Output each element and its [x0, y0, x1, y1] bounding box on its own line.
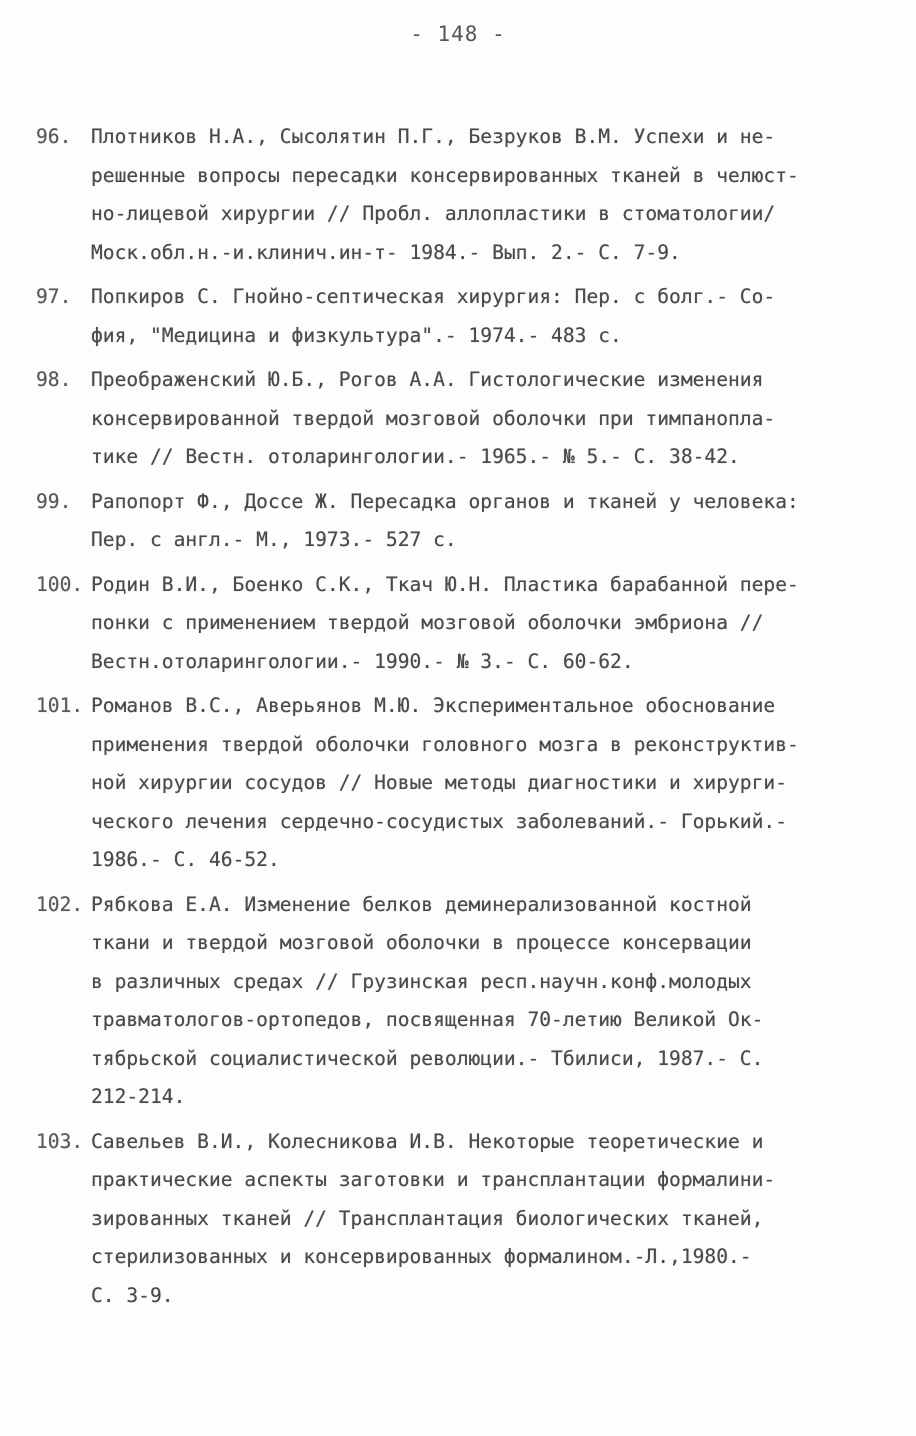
- reference-number: 103.: [36, 1129, 84, 1153]
- reference-text-line: Моск.обл.н.-и.клинич.ин-т- 1984.- Вып. 2.- С. 7-9.: [91, 240, 681, 264]
- reference-text-line: 1986.- С. 46-52.: [91, 848, 280, 871]
- reference-entry: [36, 361, 882, 477]
- reference-text-line: ческого лечения сердечно-сосудистых заболеваний.- Горький.-: [91, 809, 787, 833]
- reference-text-line: понки с применением твердой мозговой оболочки эмбриона //: [91, 611, 764, 634]
- reference-text-line: Плотников Н.А., Сысолятин П.Г., Безруков В.М. Успехи и не-: [91, 125, 776, 148]
- reference-text-line: решенные вопросы пересадки консервированных тканей в челюст-: [91, 163, 799, 187]
- reference-text-line: тябрьской социалистической революции.- Тбилиси, 1987.- С.: [91, 1046, 764, 1070]
- reference-entry: [36, 483, 882, 560]
- reference-entry: [36, 1123, 882, 1316]
- reference-entry: [36, 886, 882, 1117]
- reference-text-line: в различных средах // Грузинская респ.научн.конф.молодых: [91, 969, 752, 993]
- reference-list: [36, 118, 882, 1321]
- page-number: - 148 -: [410, 22, 506, 46]
- reference-text-line: стерилизованных и консервированных формалином.-Л.,1980.-: [91, 1245, 752, 1268]
- reference-text-line: Рапопорт Ф., Доссе Ж. Пересадка органов и тканей у человека:: [91, 489, 799, 513]
- reference-text-line: Попкиров С. Гнойно-септическая хирургия: Пер. с болг.- Со-: [91, 285, 776, 308]
- reference-text-line: зированных тканей // Трансплантация биологических тканей,: [91, 1206, 764, 1230]
- reference-entry: [36, 687, 882, 880]
- reference-text-line: травматологов-ортопедов, посвященная 70-летию Великой Ок-: [91, 1008, 764, 1031]
- reference-text-line: но-лицевой хирургии // Пробл. аллопластики в стоматологии/: [91, 202, 776, 225]
- reference-number: 101.: [36, 694, 84, 717]
- reference-text-line: консервированной твердой мозговой оболочки при тимпанопла-: [91, 406, 776, 430]
- reference-text-line: ткани и твердой мозговой оболочки в процессе консервации: [91, 931, 752, 954]
- reference-number: 102.: [36, 892, 84, 916]
- reference-text-line: С. 3-9.: [91, 1283, 174, 1307]
- reference-text-line: Родин В.И., Боенко С.К., Ткач Ю.Н. Пластика барабанной пере-: [91, 572, 799, 596]
- reference-text-line: применения твердой оболочки головного мозга в реконструктив-: [91, 732, 799, 756]
- reference-entry: [36, 118, 882, 272]
- reference-text-line: Савельев В.И., Колесникова И.В. Некоторые теоретические и: [91, 1129, 764, 1153]
- reference-number: 97.: [36, 285, 72, 308]
- reference-text-line: Вестн.отоларингологии.- 1990.- № 3.- С. 60-62.: [91, 649, 634, 673]
- reference-number: 98.: [36, 368, 72, 391]
- reference-text-line: Рябкова Е.А. Изменение белков деминерализованной костной: [91, 892, 752, 916]
- reference-text-line: ной хирургии сосудов // Новые методы диагностики и хирурги-: [91, 771, 787, 794]
- reference-number: 99.: [36, 489, 72, 513]
- reference-number: 96.: [36, 125, 72, 148]
- reference-text-line: Пер. с англ.- М., 1973.- 527 с.: [91, 528, 457, 551]
- reference-text-line: Преображенский Ю.Б., Рогов А.А. Гистологические изменения: [91, 368, 764, 391]
- reference-entry: [36, 566, 882, 682]
- reference-text-line: 212-214.: [91, 1085, 186, 1108]
- reference-text-line: Романов В.С., Аверьянов М.Ю. Экспериментальное обоснование: [91, 694, 776, 717]
- reference-number: 100.: [36, 572, 84, 596]
- reference-text-line: фия, "Медицина и физкультура".- 1974.- 483 с.: [91, 323, 622, 347]
- reference-text-line: практические аспекты заготовки и трансплантации формалини-: [91, 1168, 776, 1191]
- reference-entry: [36, 278, 882, 355]
- reference-text-line: тике // Вестн. отоларингологии.- 1965.- № 5.- С. 38-42.: [91, 445, 740, 468]
